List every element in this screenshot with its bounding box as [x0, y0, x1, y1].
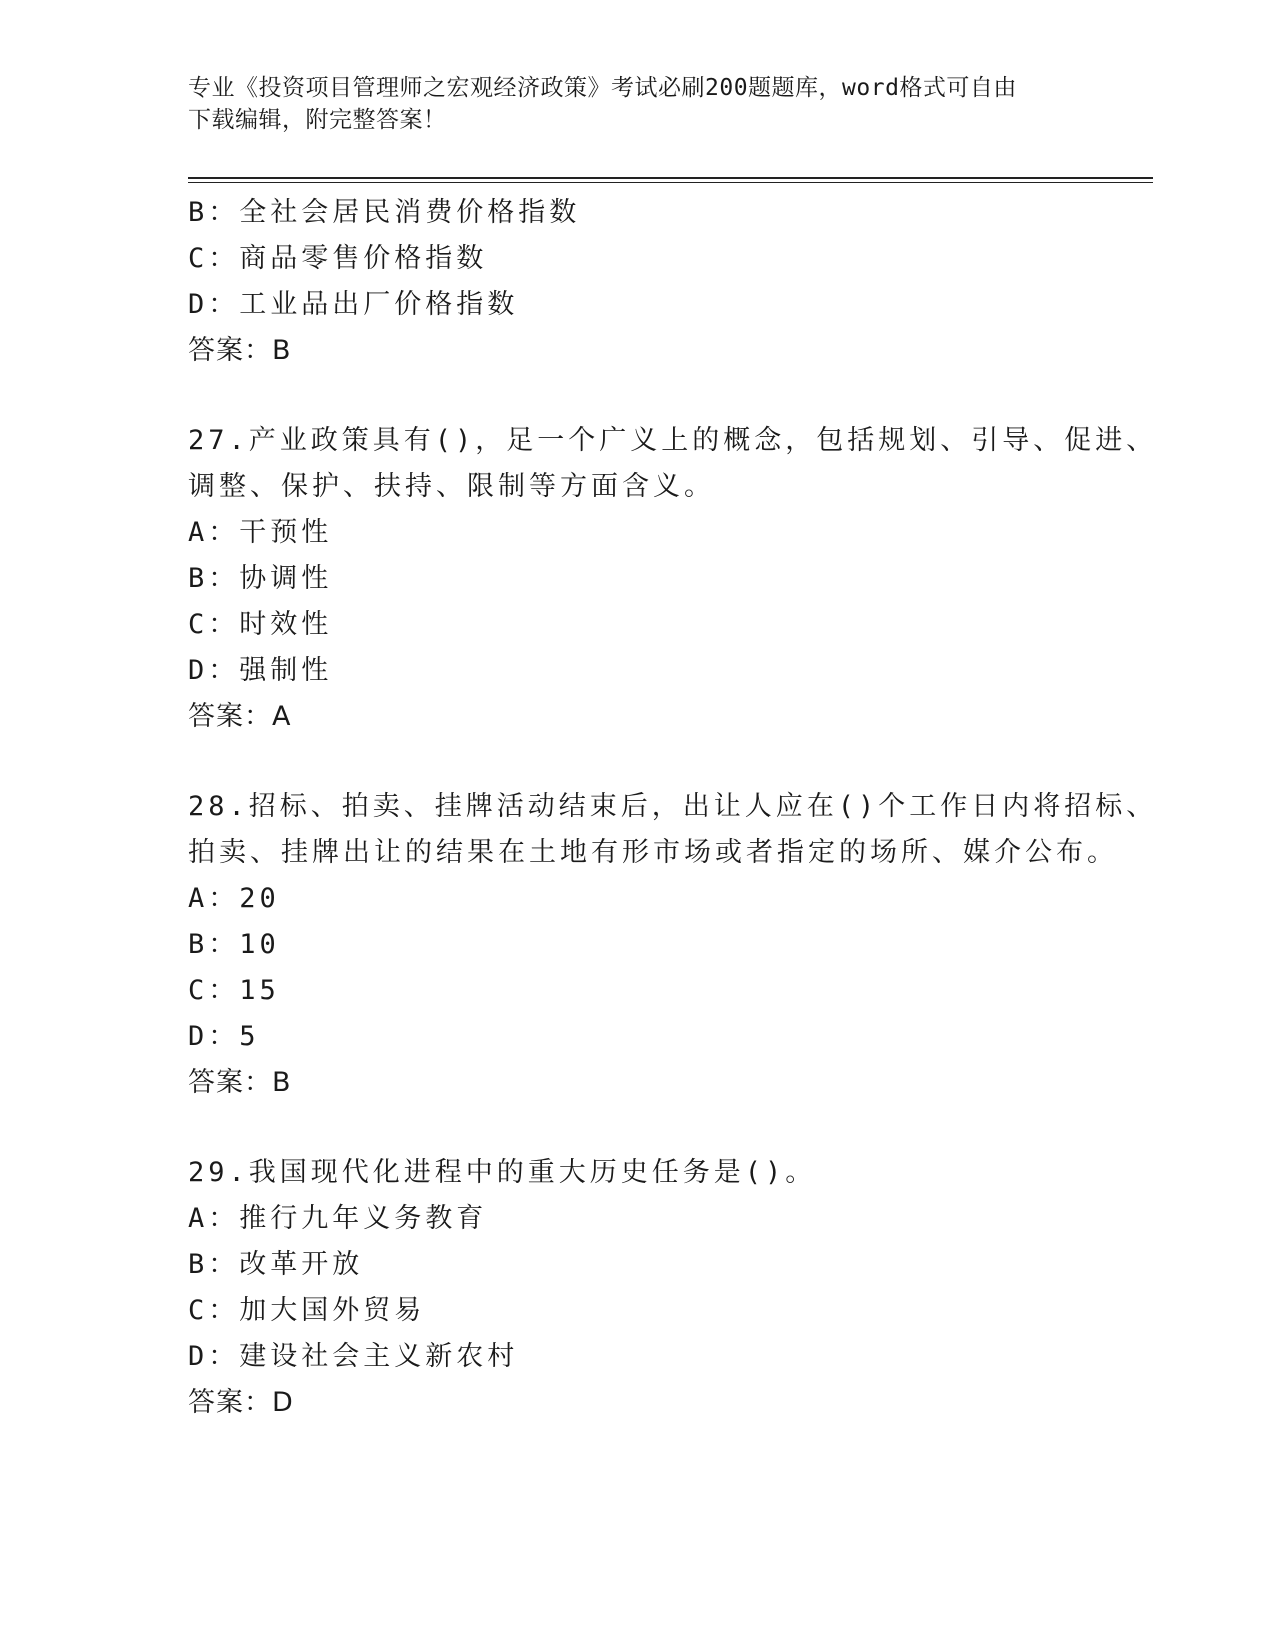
answer: 答案：D [188, 1387, 294, 1418]
option-c: C：时效性 [188, 609, 333, 640]
option-d: D：建设社会主义新农村 [188, 1341, 519, 1372]
option-d: D：工业品出厂价格指数 [188, 289, 519, 320]
option-d: D：强制性 [188, 655, 333, 686]
spacer [188, 374, 1088, 418]
question-stem-line-2: 拍卖、挂牌出让的结果在土地有形市场或者指定的场所、媒介公布。 [188, 837, 1118, 868]
header-divider-thick [188, 177, 1153, 179]
spacer [188, 740, 1088, 784]
question-list [188, 190, 1158, 1426]
option-b: B：协调性 [188, 563, 333, 594]
question-28 [188, 784, 1158, 1106]
question-stem-line-2: 调整、保护、扶持、限制等方面含义。 [188, 471, 715, 502]
question-stem-line-1: 27.产业政策具有()，足一个广义上的概念，包括规划、引导、促进、 [188, 425, 1158, 456]
option-a: A：推行九年义务教育 [188, 1203, 488, 1234]
question-stem-line-1: 28.招标、拍卖、挂牌活动结束后，出让人应在()个工作日内将招标、 [188, 791, 1158, 822]
option-a: A：干预性 [188, 517, 333, 548]
option-c: C：商品零售价格指数 [188, 243, 488, 274]
option-b: B：改革开放 [188, 1249, 364, 1280]
option-b: B：10 [188, 929, 280, 960]
header-line-1: 专业《投资项目管理师之宏观经济政策》考试必刷200题题库，word格式可自由 [188, 75, 1017, 101]
question-27 [188, 418, 1158, 740]
option-d: D：5 [188, 1021, 260, 1052]
option-c: C：加大国外贸易 [188, 1295, 426, 1326]
answer: 答案：A [188, 701, 292, 732]
answer: 答案：B [188, 1067, 292, 1098]
answer: 答案：B [188, 335, 292, 366]
document-header [188, 72, 1068, 136]
spacer [188, 1106, 1088, 1150]
question-29 [188, 1150, 1088, 1426]
option-a: A：20 [188, 883, 280, 914]
question-stem-line-1: 29.我国现代化进程中的重大历史任务是()。 [188, 1157, 817, 1188]
header-divider-thin [188, 182, 1153, 183]
option-c: C：15 [188, 975, 280, 1006]
header-line-2: 下载编辑，附完整答案！ [188, 107, 447, 133]
question-26 [188, 190, 1088, 374]
option-b: B：全社会居民消费价格指数 [188, 197, 581, 228]
